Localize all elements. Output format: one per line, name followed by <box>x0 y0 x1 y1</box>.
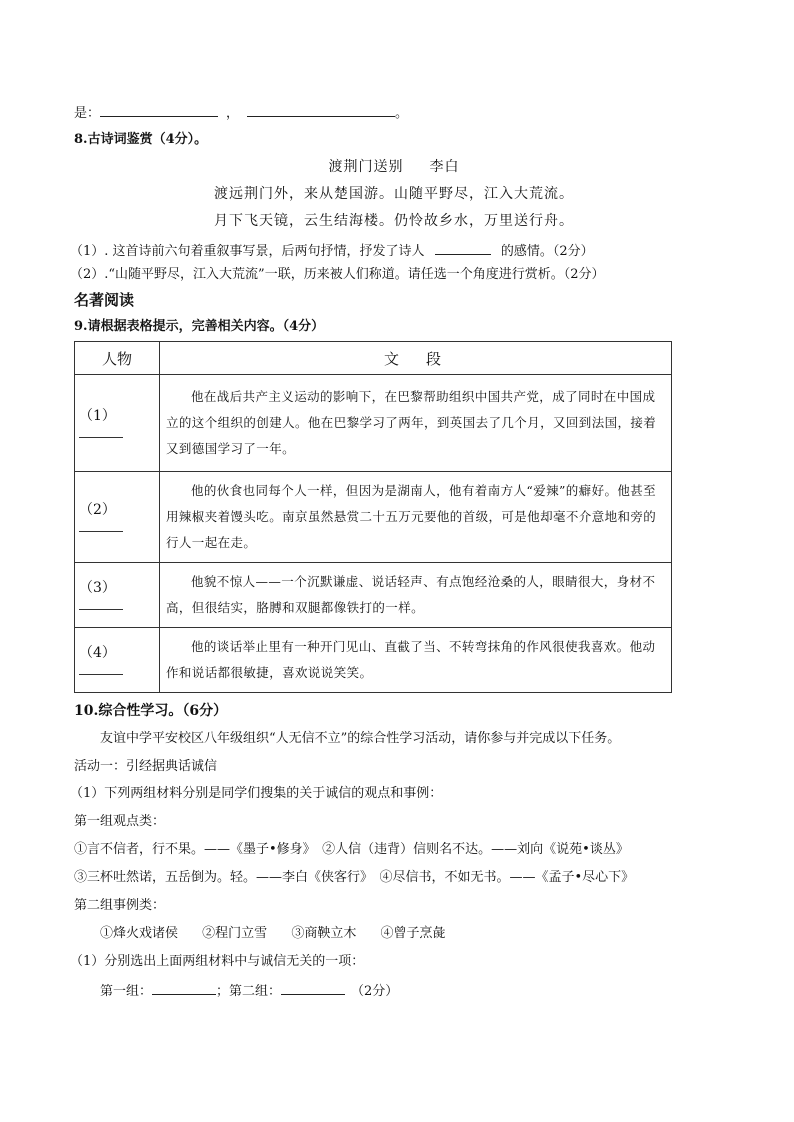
header-person: 人物 <box>75 342 160 375</box>
person-cell <box>75 628 160 693</box>
row-number: （3） <box>79 579 116 596</box>
group-2-item: ①烽火戏诸侯 <box>100 926 179 941</box>
answer-blank[interactable] <box>79 425 123 438</box>
question-8-title: 8.古诗词鉴赏（4分）。 <box>74 132 208 147</box>
poem-title: 渡荆门送别 <box>328 159 404 175</box>
person-cell <box>75 375 160 472</box>
person-cell <box>75 563 160 628</box>
group-1-answer-label: 第一组： <box>100 984 153 999</box>
answer-blank[interactable] <box>79 662 123 675</box>
group-2-items <box>100 925 445 943</box>
passage-text: 他的谈话举止里有一种开门见山、直截了当、不转弯抹角的作风很使我喜欢。他动作和说话都很敏捷，喜欢说说笑笑。 <box>166 639 656 680</box>
passage-cell <box>160 472 672 563</box>
group-2-answer-label: ；第二组： <box>216 984 282 999</box>
answer-blank[interactable] <box>281 982 345 995</box>
question-10-title: 10.综合性学习。（6分） <box>74 703 228 719</box>
poem-author: 李白 <box>429 159 460 175</box>
group-1-line-2: ③三杯吐然诺，五岳倒为。轻。——李白《侠客行》 ④尽信书，不如无书。——《孟子•尽心下》 <box>74 870 635 885</box>
question-8-sub2: （2）.“山随平野尽，江入大荒流”一联，历来被人们称道。请任选一个角度进行赏析。（2分） <box>70 267 605 282</box>
question-8-sub1 <box>70 242 594 261</box>
answer-blank[interactable] <box>79 519 123 532</box>
q10-activity-1: 活动一：引经据典话诚信 <box>74 759 218 774</box>
answer-blank[interactable] <box>152 982 216 995</box>
sub1-before: （1）. 这首诗前六句着重叙事写景，后两句抒情，抒发了诗人 <box>70 244 425 259</box>
question-9-title: 9.请根据表格提示，完善相关内容。（4分） <box>74 319 325 334</box>
answer-blank[interactable] <box>100 104 218 117</box>
passage-cell <box>160 628 672 693</box>
q10-sub1: （1）下列两组材料分别是同学们搜集的关于诚信的观点和事例： <box>70 786 443 801</box>
passage-text: 他貌不惊人——一个沉默谦虚、说话轻声、有点饱经沧桑的人，眼睛很大，身材不高，但很结实，胳膊和双腿都像铁打的一样。 <box>166 574 656 615</box>
group-1-line-1: ①言不信者，行不果。——《墨子•修身》 ②人信（违背）信则名不达。——刘向《说苑•谈丛》 <box>74 842 629 857</box>
answer-blank[interactable] <box>435 242 491 255</box>
sub1-after: 的感情。（2分） <box>500 244 594 259</box>
group-1-label: 第一组观点类： <box>74 814 166 829</box>
top-answer-line <box>74 104 408 123</box>
group-2-label: 第二组事例类： <box>74 898 166 913</box>
row-number: （4） <box>79 644 116 661</box>
group-2-item: ③商鞅立木 <box>291 926 357 941</box>
table-row <box>75 563 672 628</box>
poem-heading <box>74 158 714 176</box>
table-header-row <box>75 342 672 375</box>
answer-blank[interactable] <box>247 104 395 117</box>
table-row <box>75 628 672 693</box>
group-2-item: ②程门立雪 <box>202 926 268 941</box>
row-number: （2） <box>79 501 116 518</box>
top-prefix: 是： <box>74 106 101 121</box>
passage-text: 他在战后共产主义运动的影响下，在巴黎帮助组织中国共产党，成了同时在中国成立的这个组织的创建人。他在巴黎学习了两年，到英国去了几个月，又回到法国，接着又到德国学习了一年。 <box>166 389 657 456</box>
q10-sub1b: （1）分别选出上面两组材料中与诚信无关的一项： <box>70 954 365 969</box>
table-row <box>75 472 672 563</box>
group-2-item: ④曾子烹彘 <box>380 926 446 941</box>
score-label: （2分） <box>351 984 399 999</box>
row-number: （1） <box>79 407 116 424</box>
poem-line-1: 渡远荆门外，来从楚国游。山随平野尽，江入大荒流。 <box>214 186 574 202</box>
top-separator: ， <box>226 106 240 121</box>
q10-answer-line <box>100 982 398 1001</box>
poem-line-2: 月下飞天镜，云生结海楼。仍怜故乡水，万里送行舟。 <box>214 213 574 229</box>
answer-blank[interactable] <box>79 597 123 610</box>
passage-cell <box>160 563 672 628</box>
table-row <box>75 375 672 472</box>
passage-text: 他的伙食也同每个人一样，但因为是湖南人，他有着南方人“爱辣”的癖好。他甚至用辣椒夹着馒头吃。南京虽然悬赏二十五万元要他的首级，可是他却毫不介意地和旁的行人一起在走。 <box>166 483 657 550</box>
question-9-table <box>74 341 672 693</box>
passage-cell <box>160 375 672 472</box>
q10-intro: 友谊中学平安校区八年级组织“人无信不立”的综合性学习活动，请你参与并完成以下任务。 <box>100 731 621 746</box>
top-end: 。 <box>395 106 409 121</box>
header-passage: 文 段 <box>160 342 672 375</box>
section-title: 名著阅读 <box>74 291 135 309</box>
person-cell <box>75 472 160 563</box>
